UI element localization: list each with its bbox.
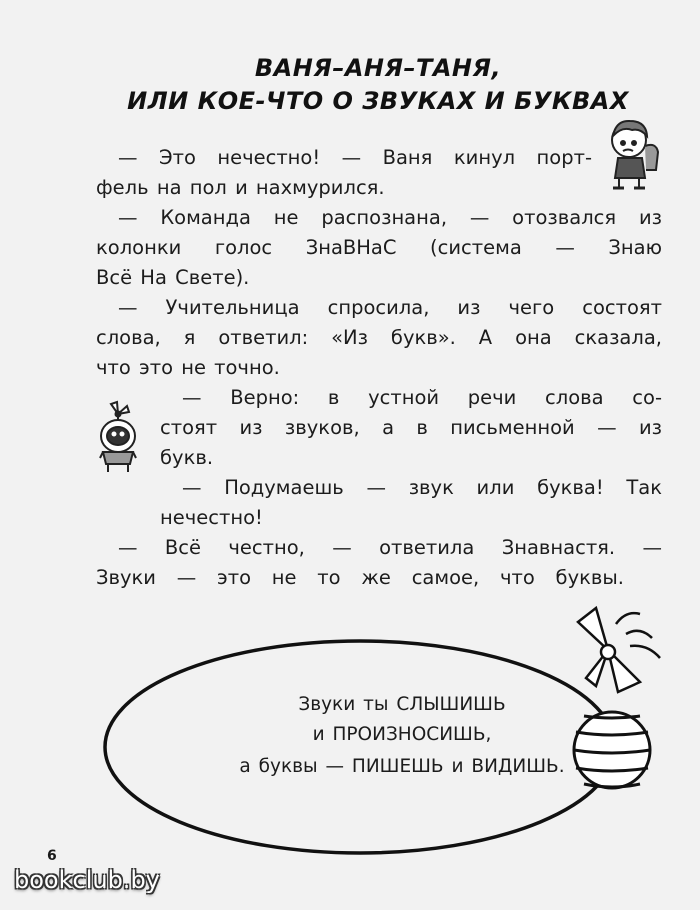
text-line: — Подумаешь — звук или буква! Так [182,476,662,499]
text-line: что это не точно. [96,356,280,379]
text-line: — Верно: в устной речи слова со- [182,386,662,409]
callout-line-2: и ПРОИЗНОСИШЬ, [312,724,492,745]
text-line: Звуки — это не то же самое, что буквы. [96,566,624,589]
title-line-2: ИЛИ КОЕ-ЧТО О ЗВУКАХ И БУКВАХ [127,87,629,115]
text-line: стоят из звуков, а в письменной — из [160,416,662,439]
text-line: — Учительница спросила, из чего состоят [118,296,662,319]
text-line: колонки голос ЗнаВНаС (система — Знаю [96,236,662,259]
text-line: — Всё честно, — ответила Знавнастя. — [118,536,662,559]
robot-illustration-icon [96,400,148,476]
page-number: 6 [47,848,57,864]
title-line-1: ВАНЯ–АНЯ–ТАНЯ, [254,54,502,82]
boy-illustration-icon [602,112,664,194]
text-line: Всё На Свете). [96,266,250,289]
callout-line-3: а буквы — ПИШЕШЬ и ВИДИШЬ. [239,756,565,777]
text-line: букв. [160,446,214,469]
text-line: — Это нечестно! — Ваня кинул порт- [118,146,592,169]
watermark: bookclub.by [14,866,160,894]
text-line: слова, я ответил: «Из букв». А она сказала, [96,326,662,349]
callout-line-1: Звуки ты СЛЫШИШЬ [298,694,506,715]
text-line: нечестно! [160,506,263,529]
text-line: фель на пол и нахмурился. [96,176,385,199]
text-line: — Команда не распознана, — отозвался из [118,206,662,229]
